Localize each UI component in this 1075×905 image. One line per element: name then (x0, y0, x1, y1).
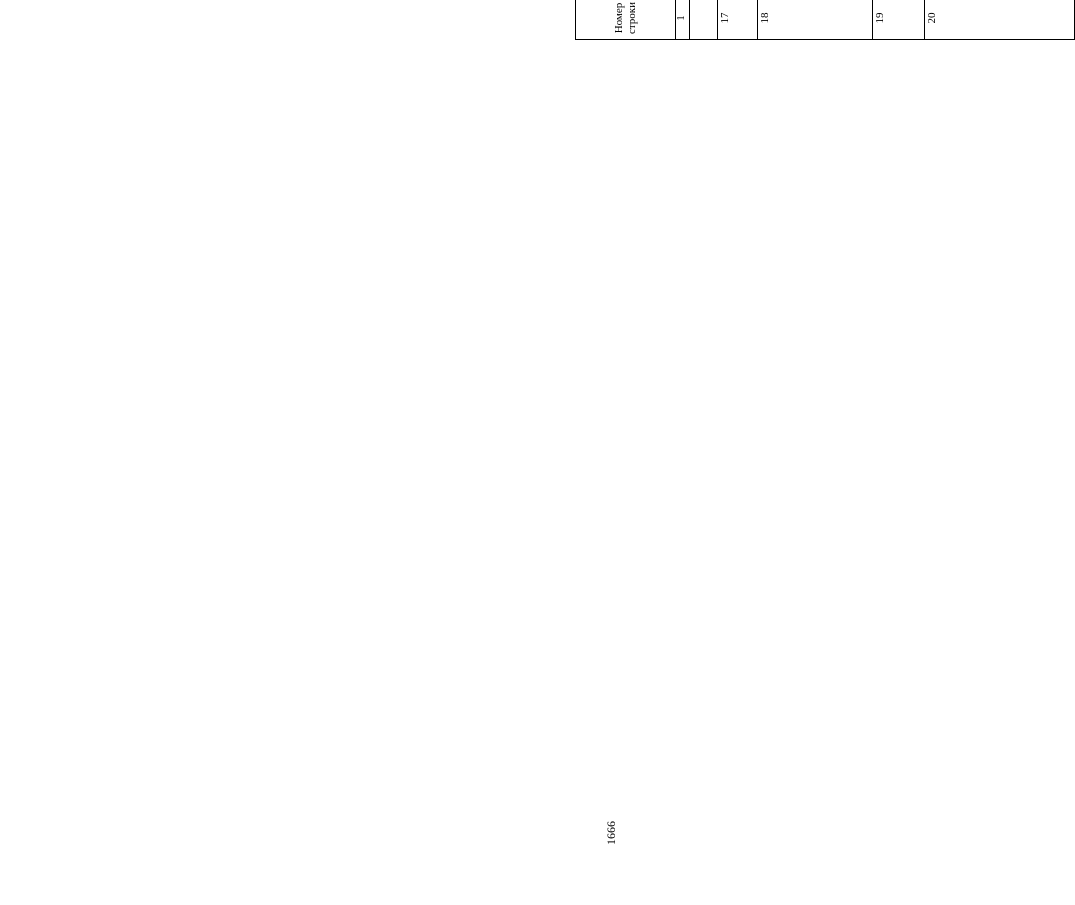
column-number-row (676, 0, 690, 40)
page-number: 1666 (604, 821, 618, 845)
header-row-number: Номер строки (576, 0, 676, 40)
table-row (758, 0, 873, 40)
table-row (689, 0, 717, 40)
table-row (925, 0, 1075, 40)
row-number: 20 (925, 0, 1075, 40)
row-number (689, 0, 717, 40)
rotated-table-wrapper (575, 0, 1075, 40)
table-row (873, 0, 925, 40)
indicator-table (575, 0, 1075, 40)
table-row (717, 0, 758, 40)
header-row (576, 0, 676, 40)
row-number: 19 (873, 0, 925, 40)
row-number: 18 (758, 0, 873, 40)
row-number: 17 (717, 0, 758, 40)
column-number: 1 (676, 0, 690, 40)
